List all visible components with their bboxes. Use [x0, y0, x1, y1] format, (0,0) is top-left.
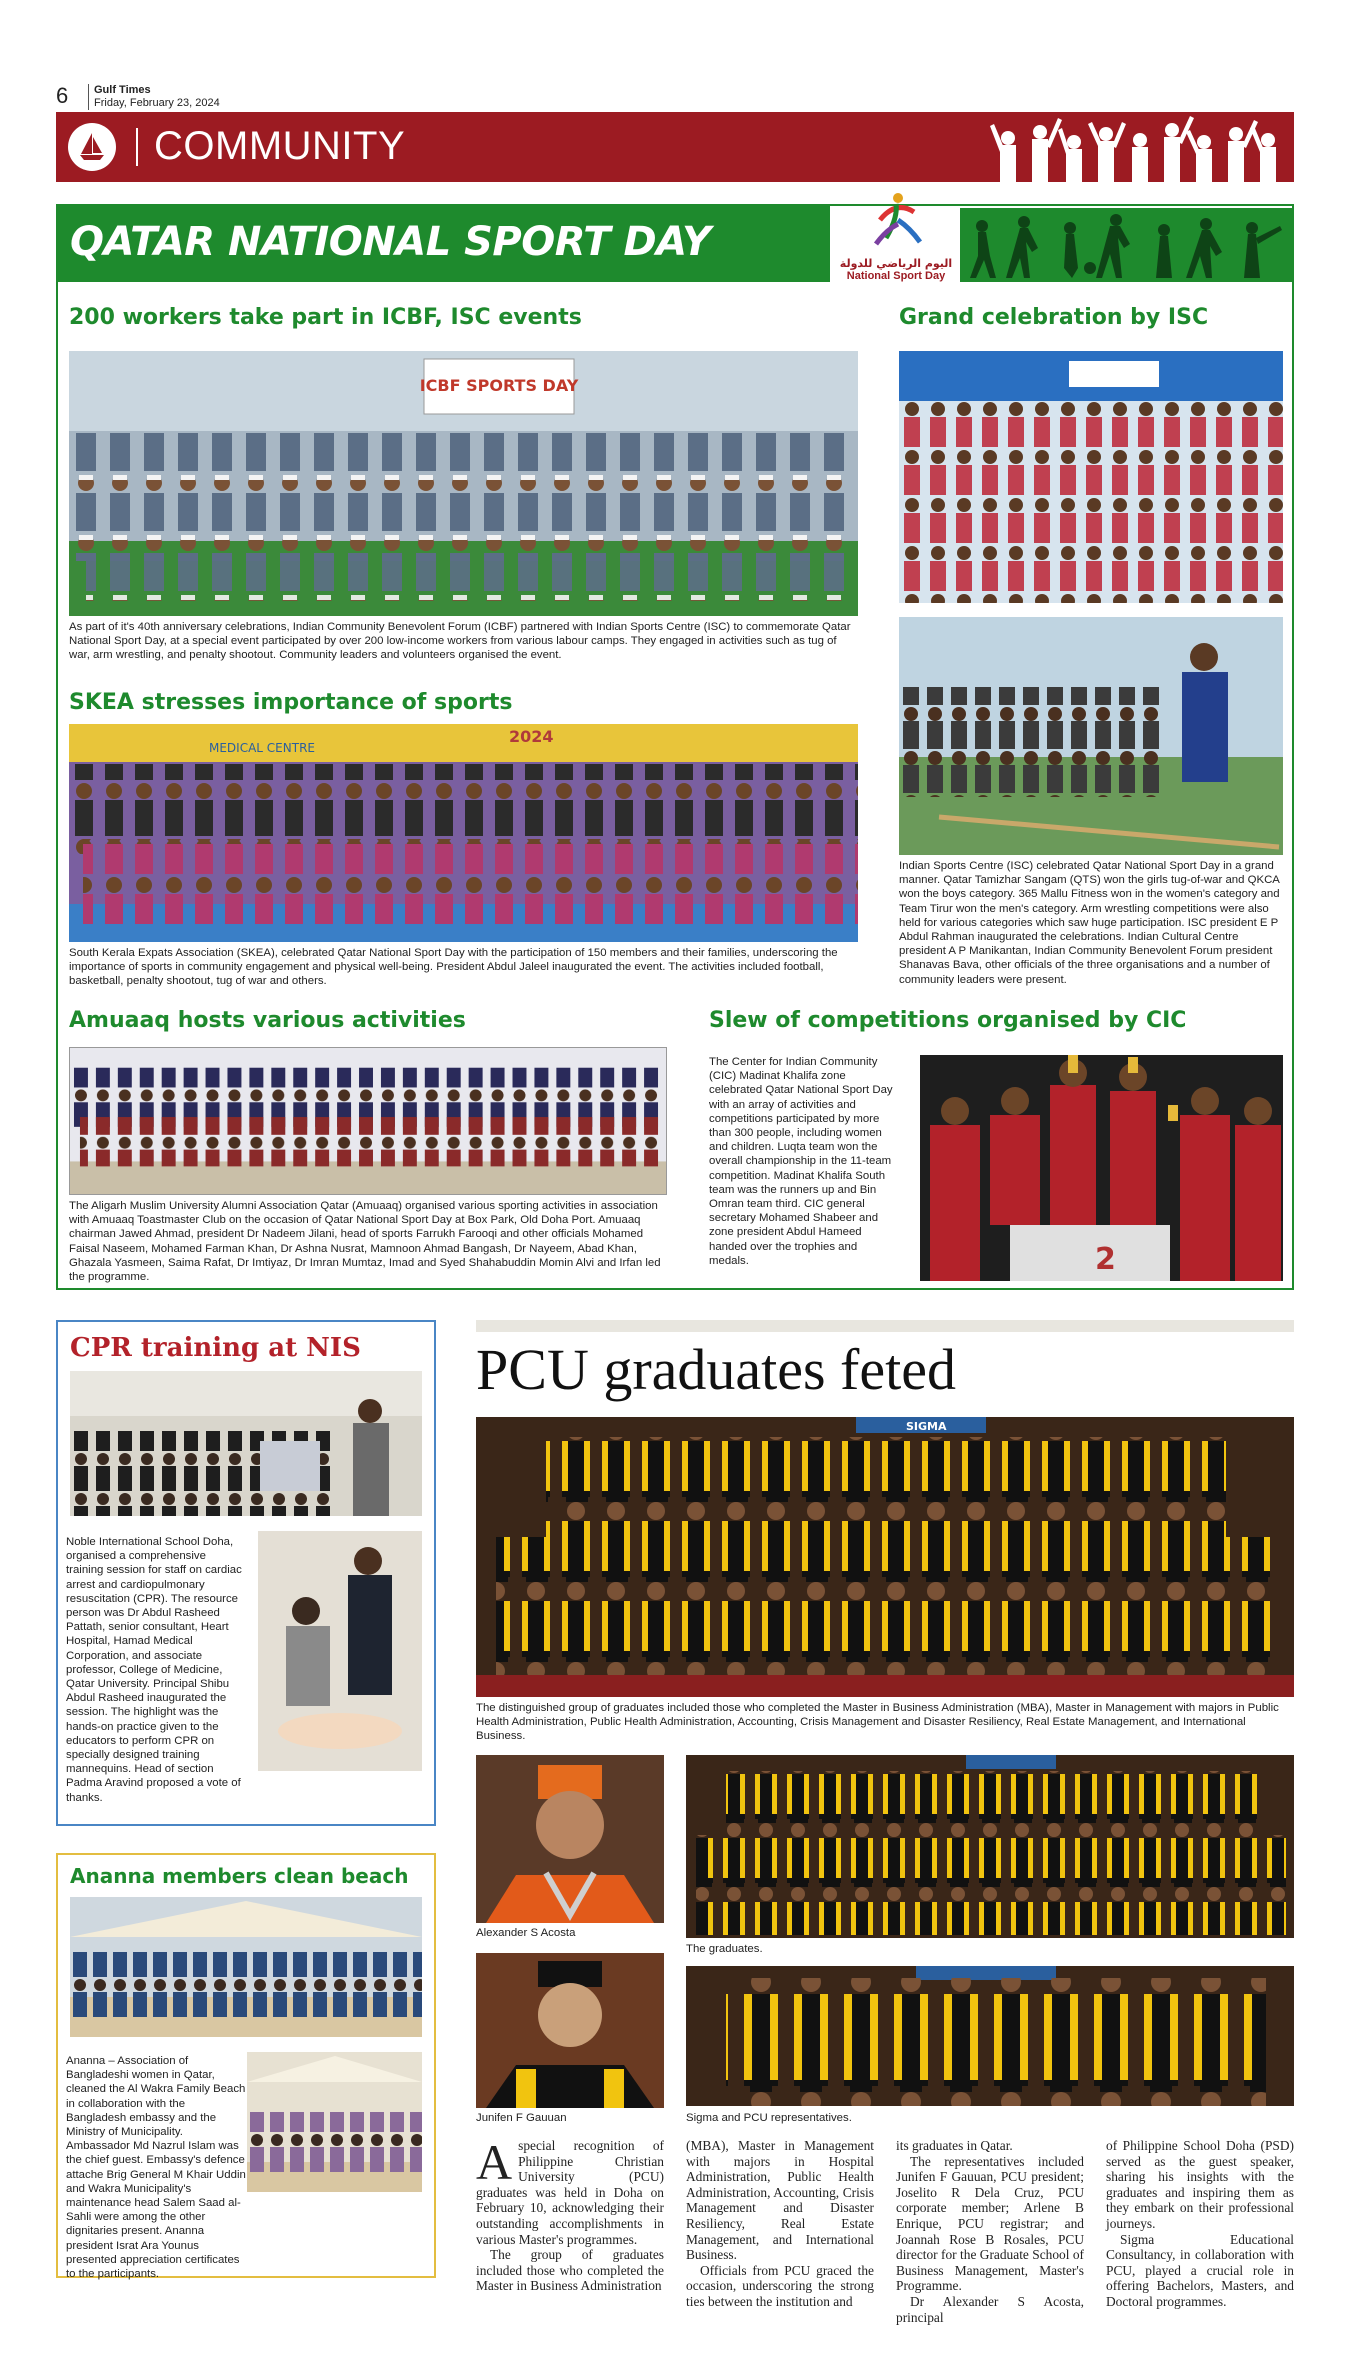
pcu-graduates-photo [686, 1755, 1294, 1938]
skea-banner-text: MEDICAL CENTRE [209, 741, 315, 755]
acosta-caption: Alexander S Acosta [476, 1927, 576, 1939]
pcu-body-col-4 [1106, 2138, 1294, 2310]
icbf-banner-text: ICBF SPORTS DAY [419, 376, 579, 395]
pcu-main-photo [476, 1417, 1294, 1697]
acosta-portrait [476, 1755, 664, 1923]
sport-day-logo [836, 190, 956, 282]
amuaaq-group-photo [69, 1047, 667, 1195]
amuaaq-caption: The Aligarh Muslim University Alumni Association Qatar (Amuaaq) organised various sporting activities in association with Amuaaq Toastmaster Club on the occasion of Qatar National Sport Day at Box Park, Old Doha Port. Amuaaq chairman Jawed Ahmad, president Dr Nadeem Jilani, head of sports Farrukh Farooqi and other officials Mohamed Faisal Naseem, Mohamed Farman Khan, Dr Ashna Nusrat, Mamnoon Ahmad Bangash, Dr Nayeem, Abad Khan, Ghazala Yasmeen, Saima Rafat, Dr Imtiyaz, Dr Imran Mumtaz, Imad and Syed Shahabuddin Momin Alvi and Irfan led the programme. [69, 1200, 661, 1284]
pcu-body-col-2 [686, 2138, 874, 2310]
sport-day-banner [56, 204, 830, 282]
cic-headline: Slew of competitions organised by CIC [709, 1008, 1187, 1033]
skea-headline: SKEA stresses importance of sports [69, 690, 513, 715]
ananna-headline: Ananna members clean beach [70, 1864, 409, 1888]
banner-title: QATAR NATIONAL SPORT DAY [70, 219, 711, 265]
cpr-body: Noble International School Doha, organised a comprehensive training session for staff on cardiac arrest and cardiopulmonary resuscitation (CPR). The resource person was Dr Abdul Rasheed Pattath, senior consultant, Heart Hospital, Hamad Medical Corporation, and associate professor, College of Medicine, Qatar University. Principal Shibu Abdul Rasheed inaugurated the session. The highlight was the hands-on practice given to the educators to perform CPR on specially designed training mannequins. Head of section Padma Aravind proposed a vote of thanks. [66, 1536, 242, 1804]
isc-headline: Grand celebration by ISC [899, 305, 1209, 330]
cpr-classroom-photo [70, 1371, 422, 1516]
isc-crowd-photo [899, 351, 1283, 603]
pcu-paragraph: The representatives included Junifen F Gauuan, PCU president; Joselito R Dela Cruz, PCU corporate member; Arlene B Enrique, PCU registrar; and Joannah Rose B Rosales, PCU director for the Graduate School of Business Management, Master's Programme. [896, 2153, 1084, 2294]
pcu-dropcap: A [476, 2134, 513, 2190]
logo-english: National Sport Day [846, 270, 946, 282]
section-title: COMMUNITY [154, 124, 406, 168]
skea-group-photo [69, 724, 858, 942]
sport-silhouettes-banner [960, 208, 1294, 282]
pcu-headline: PCU graduates feted [476, 1337, 956, 1402]
sigma-pcu-reps-photo [686, 1966, 1294, 2106]
cpr-demonstration-photo [258, 1531, 422, 1771]
pcu-paragraph: Dr Alexander S Acosta, principal [896, 2293, 1084, 2325]
skea-banner-year: 2024 [509, 727, 554, 746]
gauuan-caption: Junifen F Gauuan [476, 2112, 567, 2124]
cpr-headline: CPR training at NIS [70, 1333, 361, 1363]
issue-date: Friday, February 23, 2024 [94, 97, 220, 109]
ananna-beach-photo [70, 1897, 422, 2037]
pcu-body-col-3 [896, 2138, 1084, 2325]
icbf-group-photo [69, 351, 858, 616]
pcu-paragraph: its graduates in Qatar. [896, 2138, 1013, 2153]
pcu-main-caption: The distinguished group of graduates included those who completed the Master in Business Administration (MBA), Master in Management with majors in Public Health Administration, Public Health Administration, Accounting, Crisis Management and Disaster Resiliency, Real Estate Management, and International Business. [476, 1702, 1279, 1743]
crowd-silhouette-icon [988, 112, 1288, 182]
reps-caption: Sigma and PCU representatives. [686, 2112, 852, 2124]
ananna-group-photo [247, 2052, 422, 2192]
paper-name: Gulf Times [94, 84, 151, 96]
podium-number: 2 [1095, 1242, 1116, 1277]
pcu-paragraph: (MBA), Master in Management with majors in Hospital Administration, Public Health Administration, Accounting, Crisis Management and Disaster Resiliency, Real Estate Management, and International Business. [686, 2138, 874, 2263]
runner-logo-icon [836, 190, 956, 250]
isc-tug-of-war-photo [899, 617, 1283, 855]
icbf-caption: As part of it's 40th anniversary celebrations, Indian Community Benevolent Forum (ICBF) partnered with Indian Sports Centre (ISC) to commemorate Qatar National Sport Day, at a special event participated by over 200 low-income workers from various labour camps. They engaged in activities such as tug of war, arm wrestling, and penalty shootout. Community leaders and volunteers organised the event. [69, 621, 851, 662]
amuaaq-headline: Amuaaq hosts various activities [69, 1008, 466, 1033]
pcu-paragraph: The group of graduates included those who completed the Master in Business Administration [476, 2247, 664, 2294]
page-number: 6 [56, 83, 69, 108]
cic-trophy-photo [920, 1055, 1283, 1281]
logo-arabic: اليوم الرياضي للدولة [839, 257, 953, 270]
ananna-body: Ananna – Association of Bangladeshi women in Qatar, cleaned the Al Wakra Family Beach in collaboration with the Bangladesh embassy and the Ministry of Municipality. Ambassador Md Nazrul Islam was the chief guest. Embassy's defence attache Brig General M Khair Uddin and Wakra Municipality's maintenance head Salem Saad al-Sahli were among the other dignitaries present. Ananna president Israt Ara Younus presented appreciation certificates to the participants. [66, 2055, 246, 2281]
dhow-logo-icon [68, 123, 116, 171]
skea-caption: South Kerala Expats Association (SKEA), celebrated Qatar National Sport Day with the participation of 150 members and their families, underscoring the importance of sports in community engagement and physical well-being. President Abdul Jaleel inaugurated the event. The activities included football, basketball, penalty shootout, tug of war and others. [69, 947, 838, 988]
pcu-paragraph: Sigma Educational Consultancy, in collaboration with PCU, played a crucial role in offering Bachelors, Masters, and Doctoral programmes. [1106, 2231, 1294, 2309]
graduates-caption: The graduates. [686, 1943, 763, 1955]
section-bar [56, 112, 1294, 182]
pcu-body-col-1 [476, 2134, 664, 2294]
isc-caption: Indian Sports Centre (ISC) celebrated Qatar National Sport Day in a grand manner. Qatar Tamizhar Sangam (QTS) won the girls tug-of-war and QKCA won the boys category. 365 Mallu Fitness won in the women's category and Team Tirur won the men's category. Arm wrestling competitions were also held for various categories which saw huge participation. ISC president E P Abdul Rahman inaugurated the celebrations. Indian Cultural Centre president A P Manikantan, Indian Community Benevolent Forum president Shanavas Bava, other officials of the three organisations and a number of community leaders were present. [899, 860, 1280, 986]
icbf-headline: 200 workers take part in ICBF, ISC events [69, 305, 582, 330]
pcu-paragraph: special recognition of Philippine Christian University (PCU) graduates was held in Doha on February 10, acknowledging their outstanding accomplishments in various Master's programmes. [476, 2138, 664, 2247]
gauuan-portrait [476, 1953, 664, 2108]
pcu-stage-sign: SIGMA [906, 1420, 947, 1433]
cic-body: The Center for Indian Community (CIC) Madinat Khalifa zone celebrated Qatar National Sport Day with an array of activities and competitions participated by more than 300 people, including women and children. Luqta team won the overall championship in the 11-team competition. Madinat Khalifa South team was the runners up and Bin Omran team third. CIC general secretary Mohamed Shabeer and zone president Abdul Hameed handed over the trophies and medals. [709, 1056, 893, 1267]
pcu-paragraph: Officials from PCU graced the occasion, underscoring the strong ties between the institution and [686, 2262, 874, 2309]
pcu-paragraph: of Philippine School Doha (PSD) served as the guest speaker, sharing his insights with the graduates and inspiring them as they embark on their professional journeys. [1106, 2138, 1294, 2231]
